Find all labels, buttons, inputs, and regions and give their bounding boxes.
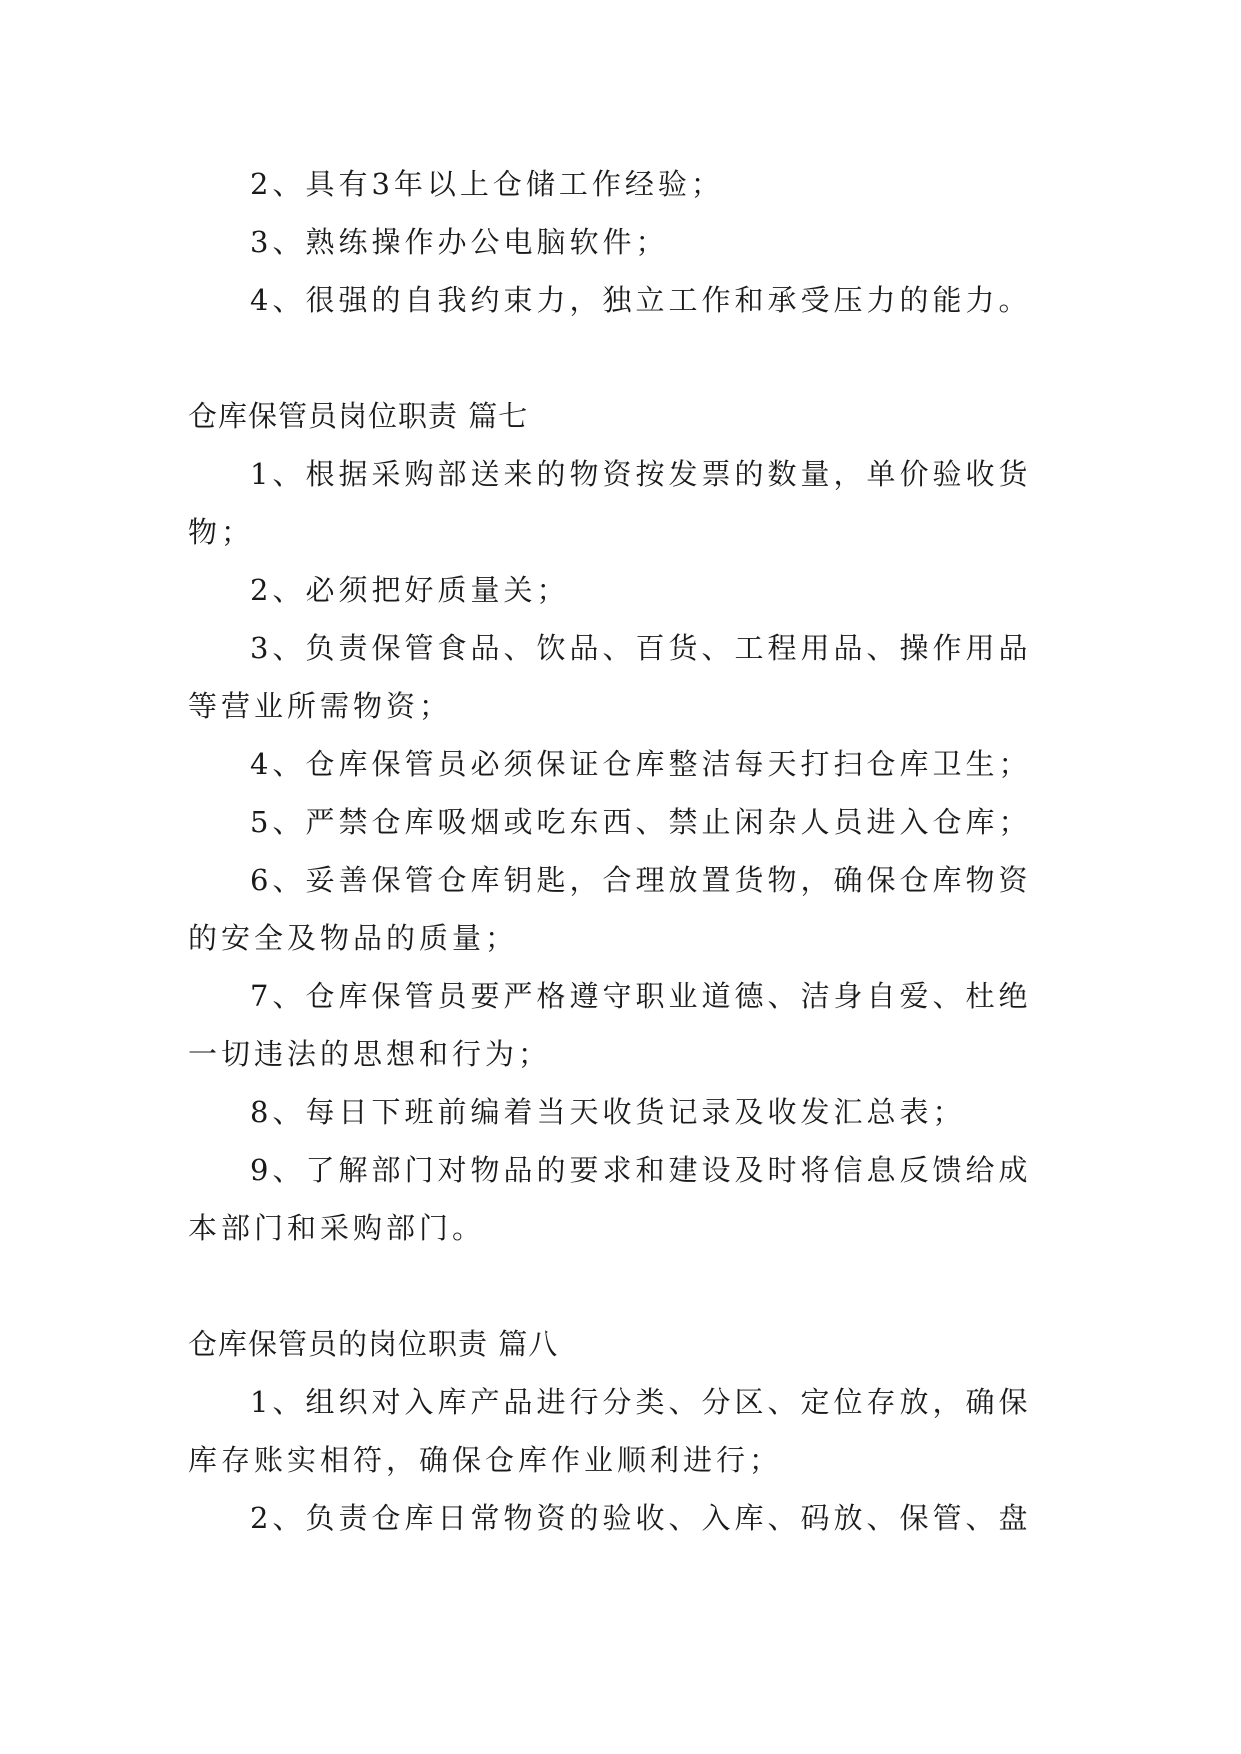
paragraph-line: 6、妥善保管仓库钥匙，合理放置货物，确保仓库物资 <box>250 863 1032 897</box>
paragraph-line: 物； <box>188 515 255 549</box>
paragraph-line: 一切违法的思想和行为； <box>188 1037 552 1071</box>
section-heading-8: 仓库保管员的岗位职责 篇八 <box>188 1327 559 1361</box>
section-heading-7: 仓库保管员岗位职责 篇七 <box>188 399 529 433</box>
list-item: 3、熟练操作办公电脑软件； <box>250 225 669 259</box>
paragraph-line: 的安全及物品的质量； <box>188 921 519 955</box>
list-item: 4、很强的自我约束力，独立工作和承受压力的能力。 <box>250 283 1032 317</box>
paragraph-line: 3、负责保管食品、饮品、百货、工程用品、操作用品 <box>250 631 1032 665</box>
paragraph-line: 5、严禁仓库吸烟或吃东西、禁止闲杂人员进入仓库； <box>250 805 1032 839</box>
paragraph-line: 8、每日下班前编着当天收货记录及收发汇总表； <box>250 1095 966 1129</box>
paragraph-line: 2、负责仓库日常物资的验收、入库、码放、保管、盘 <box>250 1501 1032 1535</box>
paragraph-line: 7、仓库保管员要严格遵守职业道德、洁身自爱、杜绝 <box>250 979 1032 1013</box>
paragraph-line: 库存账实相符，确保仓库作业顺利进行； <box>188 1443 783 1477</box>
paragraph-line: 等营业所需物资； <box>188 689 453 723</box>
paragraph-line: 4、仓库保管员必须保证仓库整洁每天打扫仓库卫生； <box>250 747 1032 781</box>
section-spacer <box>188 329 1048 387</box>
paragraph-line: 1、组织对入库产品进行分类、分区、定位存放，确保 <box>250 1385 1032 1419</box>
paragraph-line: 1、根据采购部送来的物资按发票的数量，单价验收货 <box>250 457 1032 491</box>
section-spacer <box>188 1257 1048 1315</box>
paragraph-line: 2、必须把好质量关； <box>250 573 570 607</box>
document-body <box>188 155 1048 1547</box>
paragraph-line: 9、了解部门对物品的要求和建设及时将信息反馈给成 <box>250 1153 1032 1187</box>
paragraph-line: 本部门和采购部门。 <box>188 1211 486 1245</box>
list-item: 2、具有3年以上仓储工作经验； <box>250 167 724 201</box>
